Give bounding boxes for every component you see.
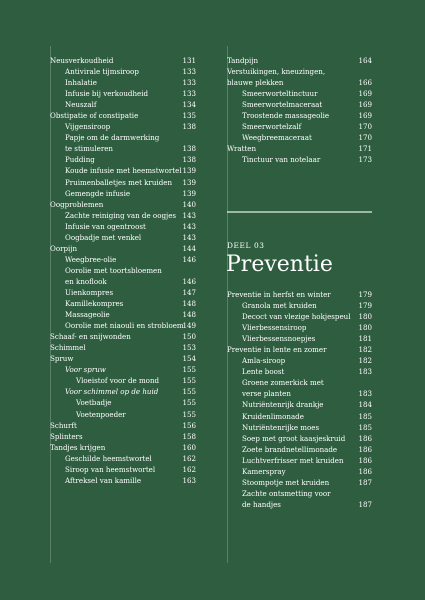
toc-entry-page: 164 <box>358 56 372 65</box>
toc-entry-title: Weegbree-olie <box>65 254 117 264</box>
toc-entry <box>50 287 196 298</box>
toc-entry <box>227 355 372 366</box>
toc-entry <box>50 409 196 420</box>
toc-entry-title: Antivirale tijmsiroop <box>65 67 139 77</box>
toc-entry <box>50 66 196 77</box>
toc-entry-title: Nutriëntenrijke moes <box>242 422 320 432</box>
toc-entry-title: Schurft <box>50 420 77 430</box>
toc-entry-title: Oorpijn <box>50 243 78 253</box>
toc-entry-page: 139 <box>182 188 196 198</box>
toc-entry <box>50 353 196 364</box>
toc-entry-page: 139 <box>182 166 196 176</box>
toc-entry-page: 134 <box>182 100 196 110</box>
toc-entry-title: Koude infusie met heemstwortel <box>65 166 182 176</box>
toc-entry-title: Inhalatie <box>65 78 97 88</box>
toc-entry <box>50 453 196 464</box>
toc-entry-page: 146 <box>182 254 196 264</box>
toc-entry-page: 184 <box>358 400 372 410</box>
toc-entry-page: 181 <box>358 334 372 344</box>
toc-entry-title: Siroop van heemstwortel <box>65 464 156 474</box>
toc-entry-page: 158 <box>182 431 196 441</box>
toc-entry <box>50 199 196 210</box>
toc-entry <box>50 88 196 99</box>
toc-entry-title: Groene zomerkick met <box>242 378 324 388</box>
toc-entry-title: Oorolie met toortsbloemen <box>65 265 162 275</box>
toc-entry <box>227 300 372 311</box>
toc-entry <box>50 464 196 475</box>
toc-entry <box>227 154 372 165</box>
toc-entry <box>50 442 196 453</box>
toc-entry <box>50 110 196 121</box>
toc-entry <box>227 110 372 121</box>
toc-entry-title: Kamerspray <box>242 466 286 476</box>
toc-entry-title: Nutriëntenrijk drankje <box>242 400 324 410</box>
toc-entry <box>50 397 196 408</box>
toc-entry <box>227 132 372 143</box>
toc-entry <box>227 422 372 433</box>
toc-entry-title: Smeerwortelmaceraat <box>242 100 323 110</box>
toc-entry-page: 155 <box>182 365 196 375</box>
toc-entry-page: 148 <box>182 310 196 320</box>
toc-entry-title: Zachte reiniging van de oogjes <box>65 210 177 220</box>
toc-entry-title: Neusverkoudheid <box>50 56 114 65</box>
toc-entry-title: Kruidenlimonade <box>242 411 304 421</box>
toc-entry-page: 148 <box>182 299 196 309</box>
toc-entry <box>227 143 372 154</box>
toc-entry-page: 133 <box>182 67 196 77</box>
toc-entry-title: Oogproblemen <box>50 199 104 209</box>
toc-entry-title: Massageolie <box>65 310 110 320</box>
toc-entry <box>50 165 196 176</box>
toc-entry-title: Oorolie met niaouli en strobloem <box>65 321 184 331</box>
toc-entry-page: 131 <box>182 56 196 65</box>
toc-entry-page: 182 <box>358 345 372 355</box>
toc-entry-title: Vijgensiroop <box>65 122 111 132</box>
toc-entry-title: Tinctuur van notelaar <box>242 155 321 165</box>
toc-entry-title: Voetbadje <box>76 398 112 408</box>
toc-entry <box>50 232 196 243</box>
toc-entry <box>227 55 372 66</box>
toc-entry-page: 170 <box>358 122 372 132</box>
toc-entry <box>227 333 372 344</box>
toc-entry-title: Verstuikingen, kneuzingen, <box>227 67 326 77</box>
toc-entry <box>50 143 196 154</box>
toc-entry <box>227 289 372 300</box>
toc-entry-page: 169 <box>358 111 372 121</box>
toc-entry-page: 180 <box>358 323 372 333</box>
toc-entry-title: Smeerworteltinctuur <box>242 89 318 99</box>
toc-entry-title: Voor schimmel op de huid <box>65 387 159 397</box>
toc-entry-page: 179 <box>358 290 372 299</box>
toc-entry <box>50 309 196 320</box>
toc-entry-page: 155 <box>182 387 196 397</box>
toc-entry <box>227 121 372 132</box>
toc-entry-page: 140 <box>182 199 196 209</box>
toc-entry <box>227 77 372 88</box>
toc-entry-title: Voor spruw <box>65 365 106 375</box>
toc-entry-title: Decoct van vlezige hokjespeul <box>242 312 351 322</box>
toc-entry-title: Infusie bij verkoudheid <box>65 89 149 99</box>
toc-entry <box>50 342 196 353</box>
toc-entry-page: 139 <box>182 177 196 187</box>
toc-entry-title: Granola met kruiden <box>242 301 317 311</box>
toc-entry-title: Tandpijn <box>227 56 259 65</box>
toc-entry-title: Troostende massageolie <box>242 111 330 121</box>
toc-entry-page: 170 <box>358 133 372 143</box>
toc-entry-title: Zachte ontsmetting voor <box>242 488 331 498</box>
toc-entry-page: 187 <box>358 499 372 509</box>
toc-entry <box>50 331 196 342</box>
toc-entry-title: Lente boost <box>242 367 285 377</box>
toc-entry <box>50 77 196 88</box>
toc-entry-title: Infusie van ogentroost <box>65 221 146 231</box>
toc-entry <box>227 88 372 99</box>
toc-entry <box>50 99 196 110</box>
toc-entry-page: 169 <box>358 89 372 99</box>
toc-entry-page: 150 <box>182 332 196 342</box>
toc-entry-title: Tandjes krijgen <box>50 442 106 452</box>
toc-entry <box>227 455 372 466</box>
toc-entry-page: 186 <box>358 466 372 476</box>
toc-entry <box>50 276 196 287</box>
toc-entry-page: 138 <box>182 155 196 165</box>
toc-entry-title: Spruw <box>50 354 74 364</box>
toc-entry-page: 156 <box>182 420 196 430</box>
toc-entry <box>227 322 372 333</box>
toc-entry <box>227 433 372 444</box>
toc-entry-title: de handjes <box>242 499 281 509</box>
toc-entry <box>227 66 372 77</box>
toc-entry-title: Kamillekompres <box>65 299 124 309</box>
toc-entry-title: verse planten <box>242 389 291 399</box>
toc-entry <box>50 55 196 66</box>
toc-entry-page: 173 <box>358 155 372 165</box>
toc-entry-title: Weegbreemaceraat <box>242 133 312 143</box>
toc-entry-title: Vlierbessensiroop <box>242 323 307 333</box>
toc-entry <box>50 154 196 165</box>
toc-entry-title: Schaaf- en snijwonden <box>50 332 131 342</box>
toc-entry-page: 162 <box>182 453 196 463</box>
toc-entry-page: 153 <box>182 343 196 353</box>
toc-entry-title: Uienkompres <box>65 287 114 297</box>
toc-entry-title: Geschilde heemstwortel <box>65 453 152 463</box>
toc-entry-page: 182 <box>358 356 372 366</box>
toc-right-column-bottom <box>227 289 372 510</box>
toc-entry <box>50 221 196 232</box>
toc-entry-page: 169 <box>358 100 372 110</box>
toc-entry-page: 185 <box>358 422 372 432</box>
toc-entry-page: 135 <box>182 111 196 121</box>
toc-entry <box>227 444 372 455</box>
toc-entry <box>50 420 196 431</box>
section-divider <box>227 211 372 213</box>
toc-entry <box>227 99 372 110</box>
toc-right-column-top <box>227 55 372 165</box>
toc-entry-page: 155 <box>182 398 196 408</box>
toc-entry-title: Soep met groot kaasjeskruid <box>242 433 346 443</box>
toc-entry <box>227 366 372 377</box>
toc-entry-title: Smeerwortelzalf <box>242 122 302 132</box>
toc-entry-page: 155 <box>182 409 196 419</box>
toc-entry-page: 166 <box>358 78 372 88</box>
section-label: DEEL 03 <box>227 241 265 250</box>
toc-entry <box>227 377 372 388</box>
toc-entry-title: Stoompotje met kruiden <box>242 477 330 487</box>
toc-entry-title: Vlierbessensnoepjes <box>242 334 316 344</box>
toc-entry <box>50 210 196 221</box>
toc-entry <box>50 265 196 276</box>
toc-entry-page: 154 <box>182 354 196 364</box>
toc-left-column <box>50 55 196 486</box>
toc-entry-title: Gemengde infusie <box>65 188 131 198</box>
toc-entry-title: Papje om de darmwerking <box>65 133 160 143</box>
toc-entry-title: Zoete brandnetellimonade <box>242 444 338 454</box>
toc-entry-page: 186 <box>358 444 372 454</box>
section-title: Preventie <box>226 252 333 277</box>
toc-entry-page: 171 <box>358 144 372 154</box>
toc-entry-title: Obstipatie of constipatie <box>50 111 139 121</box>
toc-entry <box>50 254 196 265</box>
toc-entry <box>227 388 372 399</box>
toc-entry <box>227 499 372 510</box>
toc-entry <box>50 364 196 375</box>
toc-entry-page: 183 <box>358 367 372 377</box>
toc-entry-page: 143 <box>182 232 196 242</box>
toc-entry <box>50 132 196 143</box>
toc-entry-title: Neuszalf <box>65 100 97 110</box>
toc-entry-title: Wratten <box>227 144 257 154</box>
toc-entry-page: 146 <box>182 276 196 286</box>
toc-entry <box>227 477 372 488</box>
toc-entry-title: Preventie in herfst en winter <box>227 290 331 299</box>
toc-entry-page: 162 <box>182 464 196 474</box>
toc-entry-page: 183 <box>358 389 372 399</box>
toc-entry <box>227 311 372 322</box>
toc-entry-page: 147 <box>182 287 196 297</box>
toc-entry <box>50 386 196 397</box>
toc-entry-page: 143 <box>182 210 196 220</box>
toc-entry-page: 179 <box>358 301 372 311</box>
toc-entry-title: Oogbadje met venkel <box>65 232 142 242</box>
toc-entry-page: 143 <box>182 221 196 231</box>
toc-entry <box>50 177 196 188</box>
toc-entry-title: Splinters <box>50 431 83 441</box>
toc-entry-title: blauwe plekken <box>227 78 284 88</box>
toc-entry-title: Pruimenballetjes met kruiden <box>65 177 173 187</box>
toc-entry-page: 144 <box>182 243 196 253</box>
toc-entry-page: 180 <box>358 312 372 322</box>
toc-entry-page: 186 <box>358 433 372 443</box>
toc-entry-page: 163 <box>182 475 196 485</box>
toc-entry-page: 185 <box>358 411 372 421</box>
toc-entry <box>227 488 372 499</box>
toc-entry-page: 138 <box>182 122 196 132</box>
toc-entry <box>227 344 372 355</box>
toc-entry <box>50 375 196 386</box>
toc-entry-title: en knoflook <box>65 276 107 286</box>
toc-entry-title: Preventie in lente en zomer <box>227 345 327 355</box>
toc-entry-page: 187 <box>358 477 372 487</box>
toc-entry <box>50 320 196 331</box>
toc-entry <box>50 188 196 199</box>
toc-entry-title: Luchtverfrisser met kruiden <box>242 455 344 465</box>
toc-entry-title: Voetenpoeder <box>76 409 126 419</box>
toc-entry-title: Aftreksel van kamille <box>65 475 142 485</box>
toc-entry <box>50 475 196 486</box>
toc-entry-page: 149 <box>182 321 196 331</box>
toc-entry-page: 186 <box>358 455 372 465</box>
toc-entry <box>50 298 196 309</box>
toc-entry-page: 133 <box>182 89 196 99</box>
toc-entry-title: te stimuleren <box>65 144 113 154</box>
toc-entry-page: 133 <box>182 78 196 88</box>
toc-entry-page: 160 <box>182 442 196 452</box>
toc-entry-page: 155 <box>182 376 196 386</box>
toc-entry-title: Pudding <box>65 155 95 165</box>
toc-entry <box>227 411 372 422</box>
toc-entry <box>227 399 372 410</box>
toc-entry <box>50 431 196 442</box>
toc-entry-page: 138 <box>182 144 196 154</box>
toc-entry <box>50 243 196 254</box>
toc-entry-title: Schimmel <box>50 343 86 353</box>
toc-entry <box>227 466 372 477</box>
toc-entry <box>50 121 196 132</box>
toc-entry-title: Amla-siroop <box>242 356 286 366</box>
toc-entry-title: Vloeistof voor de mond <box>76 376 160 386</box>
